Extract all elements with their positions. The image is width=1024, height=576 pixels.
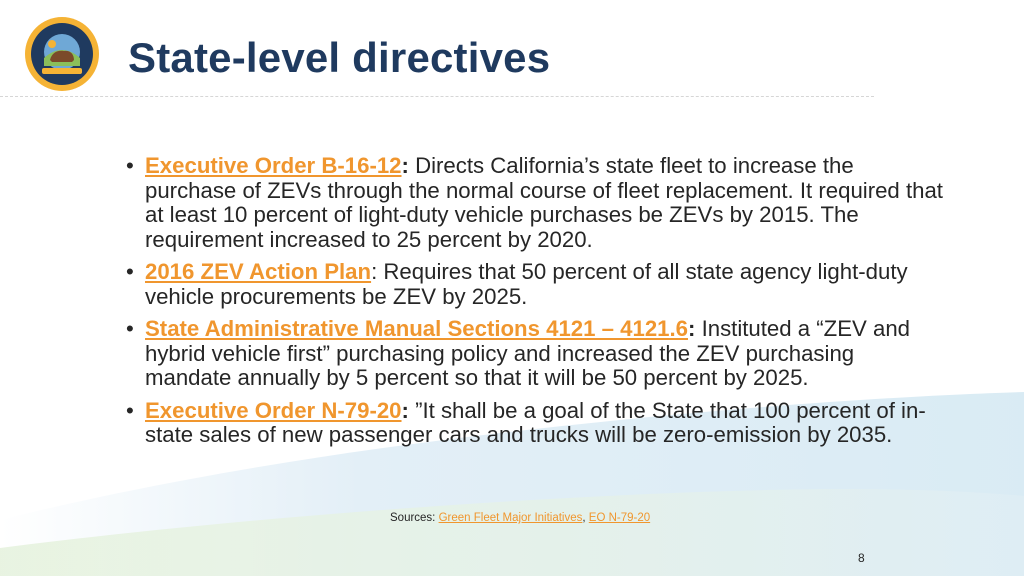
california-energy-commission-seal-icon xyxy=(22,14,102,94)
bullet-separator: : xyxy=(401,397,409,423)
list-item xyxy=(126,260,946,309)
bullet-text: Directs California’s state fleet to increase the purchase of ZEVs through the normal course of fleet replacement. It required that at least 10 percent of light-duty vehicle purchases be ZEVs by 2015. The requirement increased to 25 percent by 2020. xyxy=(145,153,943,252)
list-item xyxy=(126,317,946,391)
sources-label: Sources: xyxy=(390,512,439,524)
bullet-dot-icon: • xyxy=(126,397,134,423)
sources-line xyxy=(390,512,650,524)
executive-order-b-16-12-link[interactable]: Executive Order B-16-12 xyxy=(145,153,402,178)
bullet-text: ”It shall be a goal of the State that 100 percent of in-state sales of new passenger cars and trucks will be zero-emission by 2035. xyxy=(145,397,926,447)
executive-order-n-79-20-link[interactable]: Executive Order N-79-20 xyxy=(145,397,402,423)
directives-list xyxy=(126,154,946,456)
state-administrative-manual-link[interactable]: State Administrative Manual Sections 4121 – 4121.6 xyxy=(145,316,689,341)
bullet-separator: : xyxy=(688,316,696,341)
bullet-separator: : xyxy=(401,153,409,178)
zev-action-plan-link[interactable]: 2016 ZEV Action Plan xyxy=(145,259,372,284)
title-divider xyxy=(0,96,874,97)
list-item xyxy=(126,399,946,448)
eo-n-79-20-link[interactable]: EO N-79-20 xyxy=(588,512,651,524)
green-fleet-major-initiatives-link[interactable]: Green Fleet Major Initiatives xyxy=(438,512,583,524)
bullet-text: Instituted a “ZEV and hybrid vehicle first” purchasing policy and increased the ZEV purchasing mandate annually by 5 percent so that it will be 50 percent by 2025. xyxy=(145,316,911,390)
bullet-text: Requires that 50 percent of all state agency light-duty vehicle procurements be ZEV by 2025. xyxy=(145,259,908,309)
bullet-dot-icon: • xyxy=(126,259,134,284)
sources-comma: , xyxy=(582,512,589,524)
list-item xyxy=(126,154,946,252)
bullet-dot-icon: • xyxy=(126,316,134,341)
bullet-separator: : xyxy=(371,259,378,284)
bullet-dot-icon: • xyxy=(126,153,134,178)
page-title: State-level directives xyxy=(128,34,551,81)
page-number: 8 xyxy=(858,551,865,565)
